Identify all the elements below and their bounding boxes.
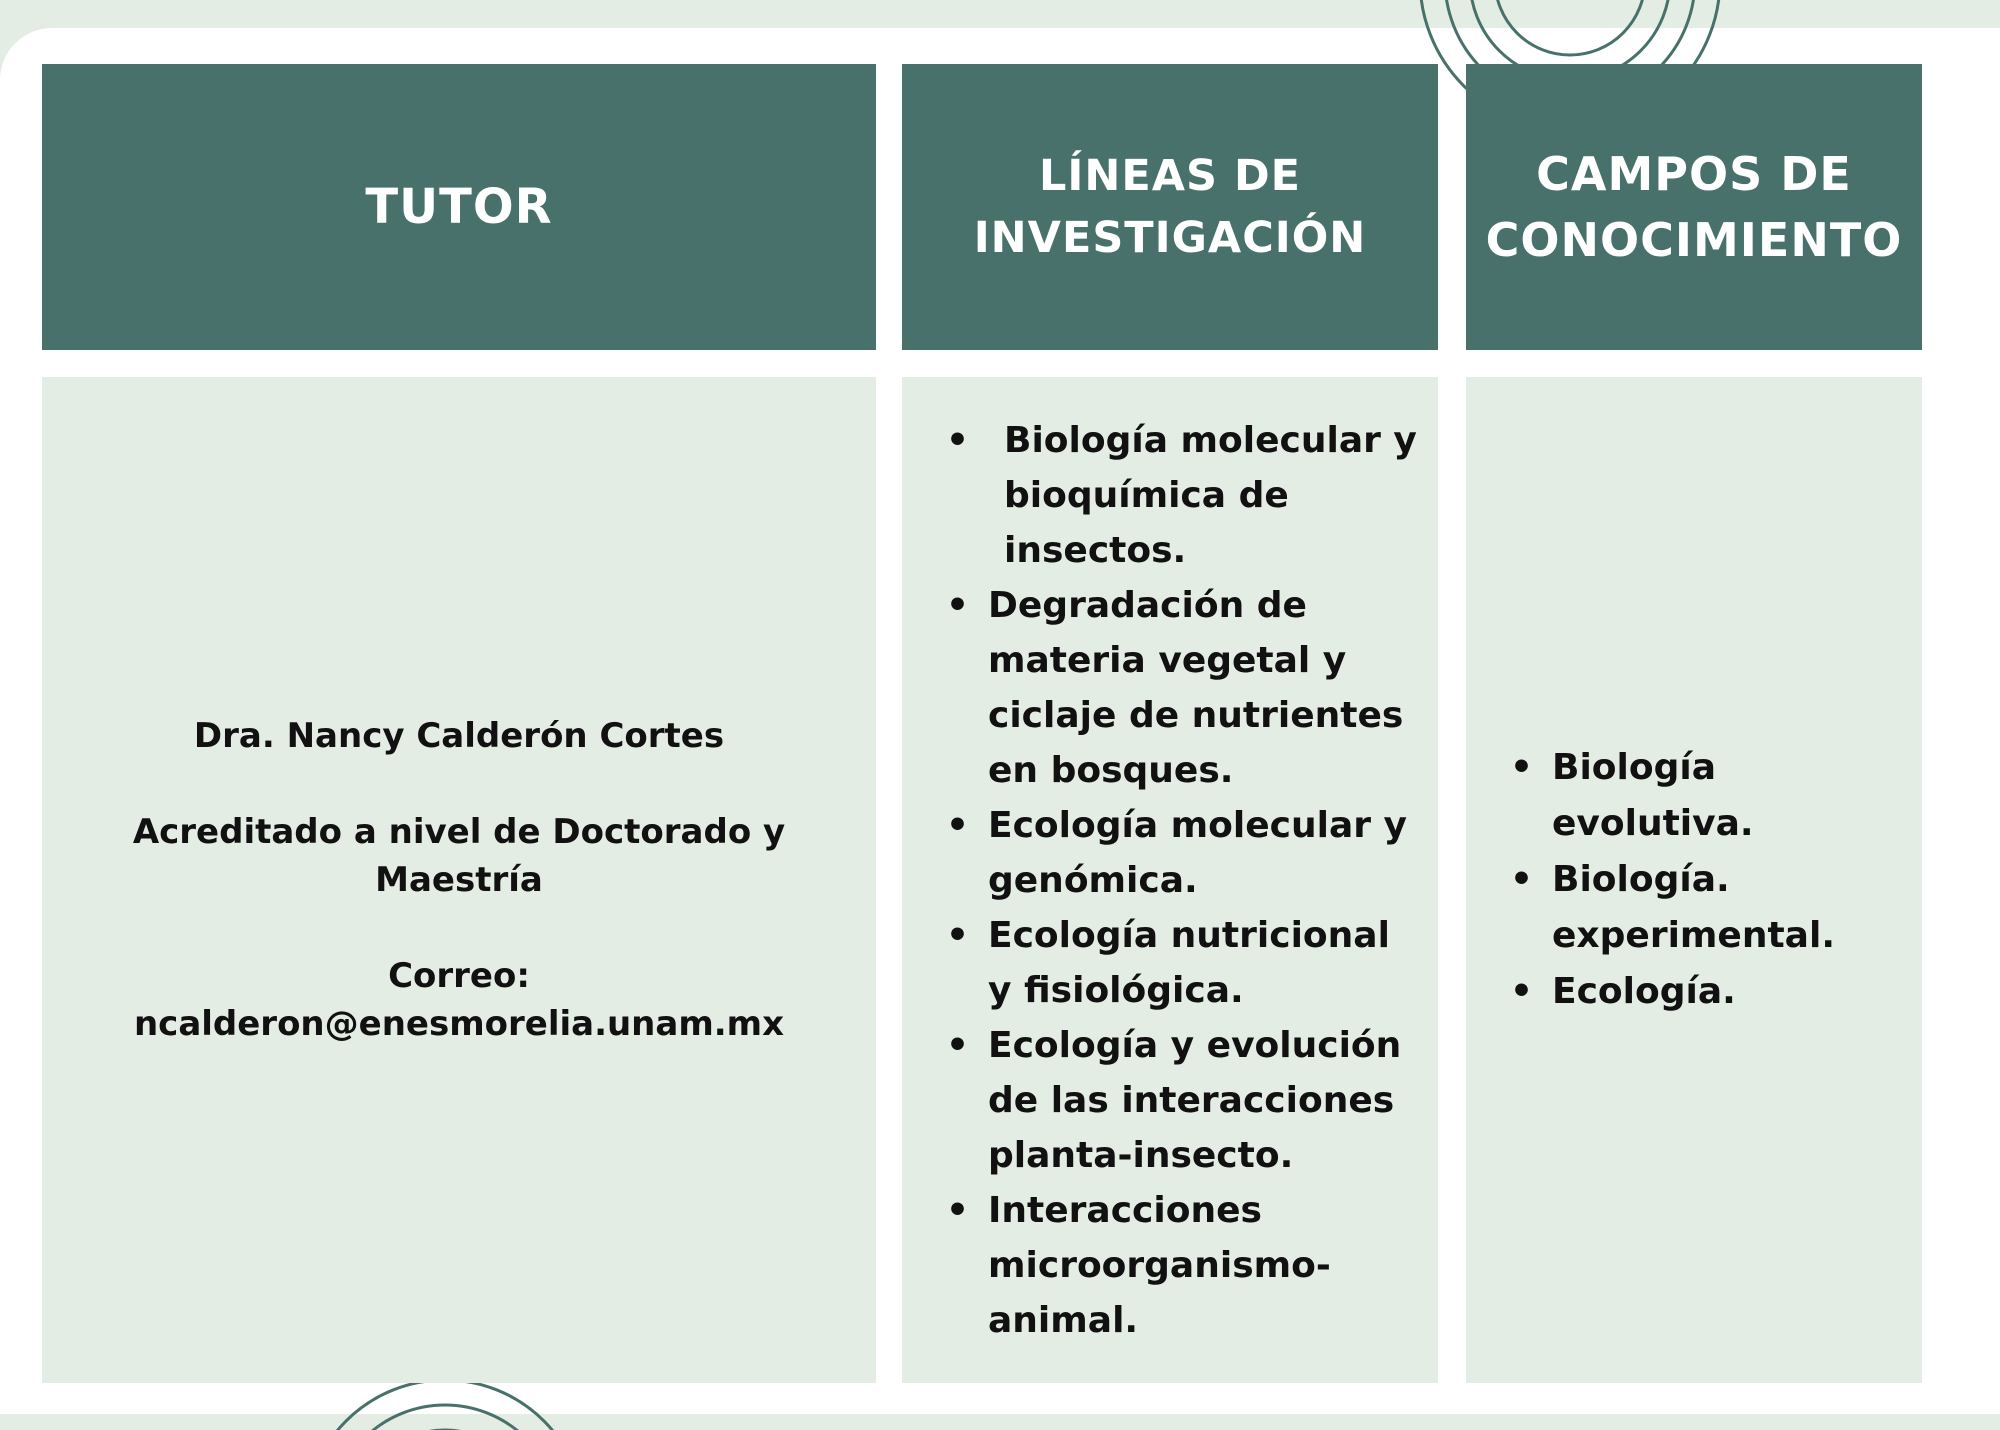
tutor-email[interactable]: ncalderon@enesmorelia.unam.mx (133, 1004, 785, 1044)
header-lineas-investigacion (902, 64, 1438, 350)
header-campos-conocimiento (1466, 64, 1922, 350)
header-lineas-line-1: LÍNEAS DE (1038, 151, 1302, 201)
linea-item: • Ecología y evolución de las interacciones planta-insecto. (988, 1018, 1408, 1183)
header-tutor (42, 64, 876, 350)
lineas-cell (902, 377, 1438, 1383)
linea-item: • Ecología nutricional y fisiológica. (988, 908, 1408, 1018)
campo-item: • Biología. experimental. (1552, 852, 1912, 964)
linea-item: • Interacciones microorganismo-animal. (988, 1183, 1408, 1348)
campo-item: • Ecología. (1552, 964, 1912, 1020)
tutor-email-label: Correo: (388, 956, 530, 996)
campo-item: • Biología evolutiva. (1552, 740, 1912, 852)
campos-cell (1466, 377, 1922, 1383)
tutor-name: Dra. Nancy Calderón Cortes (193, 716, 725, 756)
header-lineas-line-2: INVESTIGACIÓN (973, 213, 1367, 263)
header-tutor-label: TUTOR (365, 179, 553, 235)
header-campos-line-1: CAMPOS DE (1536, 147, 1852, 201)
linea-item: • Ecología molecular y genómica. (988, 798, 1408, 908)
linea-item: • Degradación de materia vegetal y ciclaje de nutrientes en bosques. (988, 578, 1408, 798)
tutor-accreditation: Acreditado a nivel de Doctorado y Maestría (132, 812, 786, 900)
tutor-cell (42, 377, 876, 1383)
campos-list (1552, 740, 1912, 1020)
header-campos-line-2: CONOCIMIENTO (1485, 213, 1903, 267)
lineas-list (988, 413, 1418, 1348)
linea-item: • Biología molecular y bioquímica de insectos. (988, 413, 1424, 578)
